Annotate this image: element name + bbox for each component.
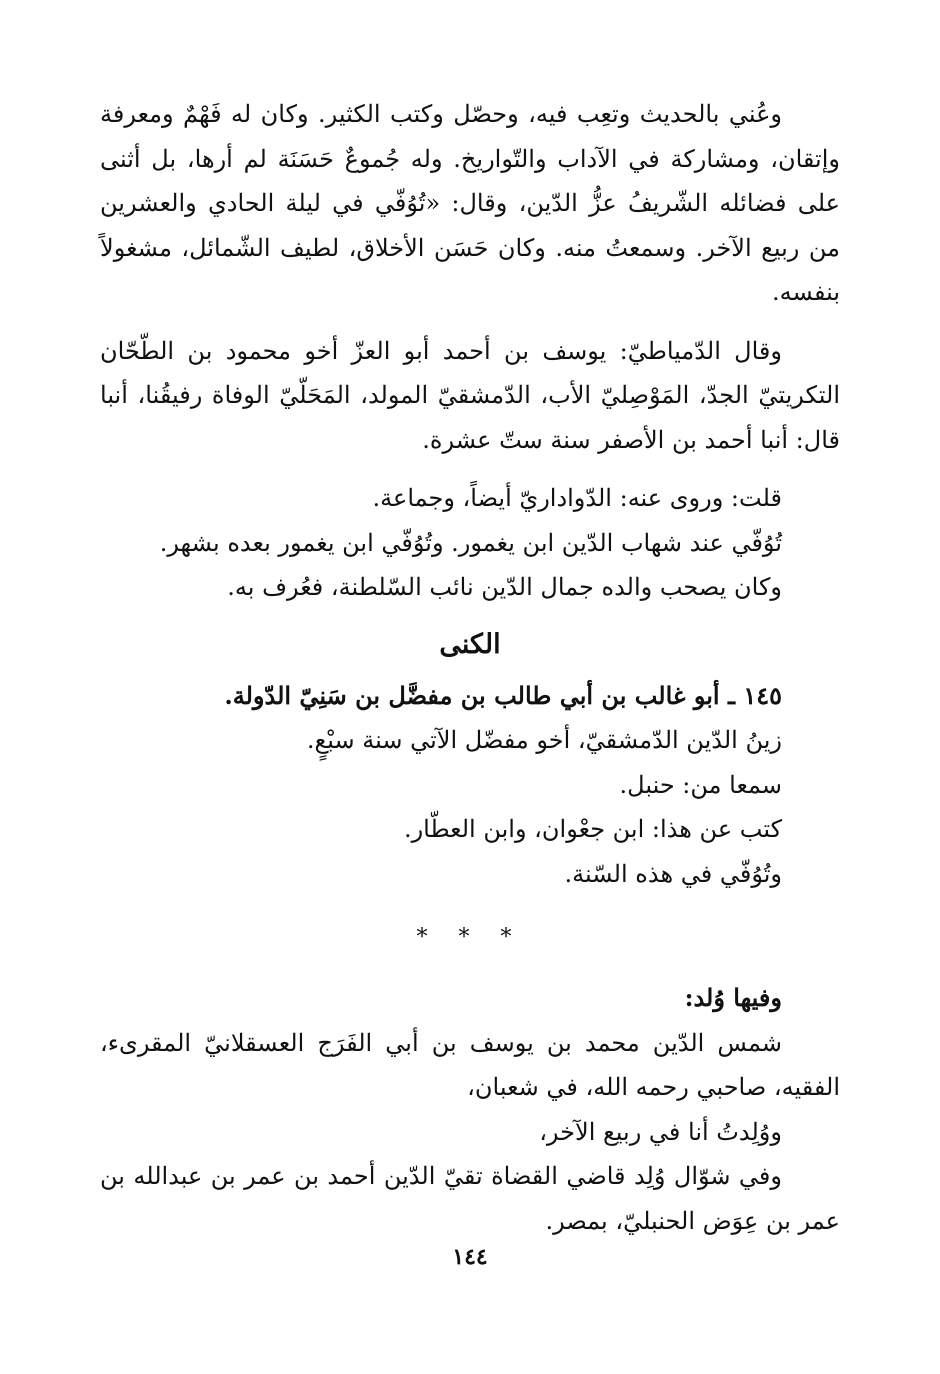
entry-line: زينُ الدّين الدّمشقيّ، أخو مفضّل الآتي سنة سبْعٍ.: [306, 726, 782, 754]
notes-block: [100, 476, 840, 610]
born-heading: وفيها وُلد:: [684, 983, 782, 1012]
entry-line: كتب عن هذا: ابن جعْوان، وابن العطّار.: [403, 815, 782, 843]
section-separator: * * *: [416, 925, 524, 950]
entry-line: وتُوُفّي في هذه السّنة.: [564, 859, 782, 888]
born-paragraph: شمس الدّين محمد بن يوسف بن أبي الفَرَج العسقلانيّ المقرىء، الفقيه، صاحبي رحمه الله، في شعبان،: [100, 1028, 840, 1101]
entry-title: ١٤٥ ـ أبو غالب بن أبي طالب بن مفضَّل بن سَنِيّ الدّولة.: [224, 680, 782, 710]
paragraph-biography: وعُني بالحديث وتعِب فيه، وحصّل وكتب الكثير. وكان له فَهْمٌ ومعرفة وإتقان، ومشاركة في الآداب والتّواريخ. وله جُموعٌ حَسَنَة لم أرها، بل أثنى على فضائله الشّريفُ عزُّ الدّين، وقال: «تُوُفّي في ليلة الحادي والعشرين من ربيع الآخر. وسمعتُ منه. وكان حَسَن الأخلاق، لطيف الشّمائل، مشغولاً بنفسه.: [100, 100, 840, 306]
paragraph-dimyati-quote: وقال الدّمياطيّ: يوسف بن أحمد أبو العزّ أخو محمود بن الطّحّان التكريتيّ الجدّ، المَوْصِليّ الأب، الدّمشقيّ المولد، المَحَلّيّ الوفاة رفيقُنا، أنبا قال: أنبا أحمد بن الأصفر سنة ستّ عشرة.: [100, 336, 840, 454]
born-block: [100, 976, 840, 1243]
born-paragraph: وفي شوّال وُلِد قاضي القضاة تقيّ الدّين أحمد بن عمر بن عبدالله بن عمر بن عِوَض الحنبليّ، بمصر.: [100, 1162, 840, 1235]
entry-block: [100, 674, 840, 897]
page-number: ١٤٤: [452, 1244, 488, 1270]
section-heading: الكنى: [439, 628, 501, 660]
entry-line: سمعا من: حنبل.: [619, 770, 782, 799]
page-body: [100, 92, 840, 1243]
born-line: ووُلِدتُ أنا في ربيع الآخر،: [539, 1117, 782, 1146]
note-line: تُوُفّي عند شهاب الدّين ابن يغمور. وتُوُفّي ابن يغمور بعده بشهر.: [159, 528, 782, 557]
note-line: وكان يصحب والده جمال الدّين نائب السّلطنة، فعُرف به.: [227, 573, 782, 601]
note-line: قلت: وروى عنه: الدّواداريّ أيضاً، وجماعة.: [372, 484, 782, 512]
